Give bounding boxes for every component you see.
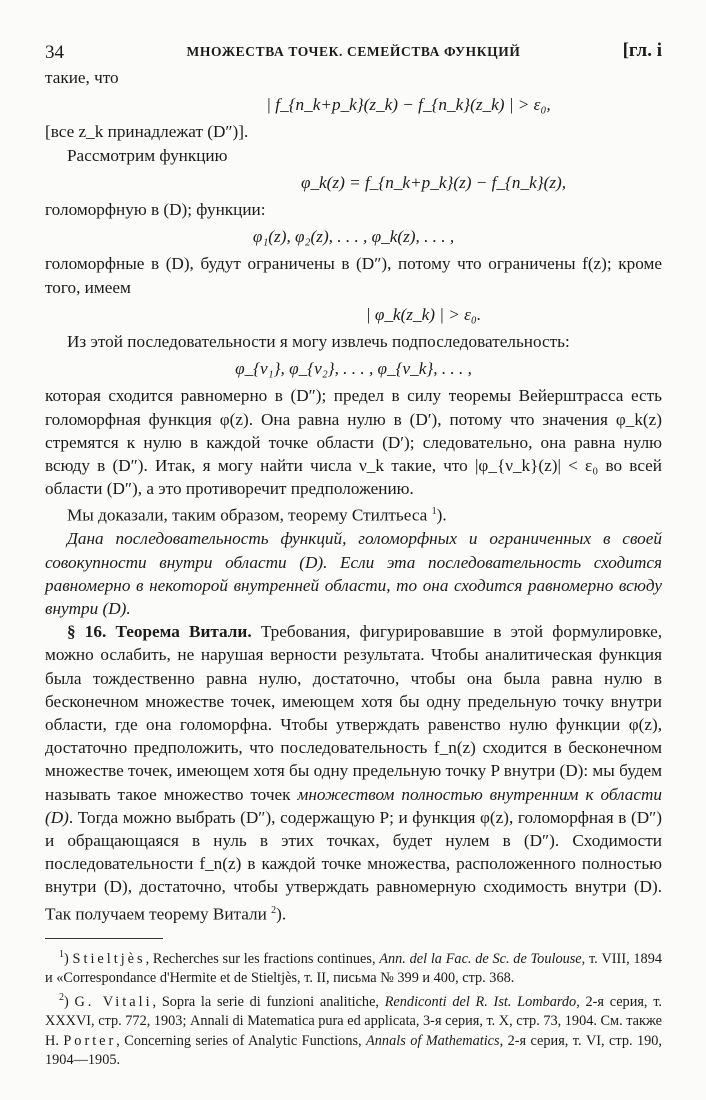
journal-title: Rendiconti del R. Ist. Lombardo — [384, 993, 577, 1010]
formula: | φ_k(z_k) | > ε₀. — [365, 304, 482, 324]
formula: φ_{ν₁}, φ_{ν₂}, . . . , φ_{ν_k}, . . . , — [235, 359, 472, 379]
text-span: , Concerning series of Analytic Functions, — [116, 1032, 367, 1049]
formula: φ₁(z), φ₂(z), . . . , φ_k(z), . . . , — [252, 227, 455, 247]
paragraph — [45, 500, 662, 527]
text-span: . Тогда можно выбрать (D″), содержащую P; и функция φ(z), голоморфная в (D″) и обращающаяся в нуль в этих точках, будет нулем в (D″). Сходимости последовательности f_n(z) в каждой точке множества, расположенного полностью внутри (D), достаточно, чтобы утверждать равномерную сходимость внутри (D). Так получаем теорему Витали — [45, 807, 662, 924]
footnote-ref: 1 — [431, 506, 437, 518]
footnote-1: $^1$) Stieltjès, Recherches sur les fractions continues, Ann. del la Fac. de Sc. de Toulouse, т. VIII, 1894 и «Correspondance d'Hermite et de Stieltjès, т. II, письма № 399 и 400, стр. 368. — [45, 948, 662, 986]
journal-title: Ann. del la Fac. de Sc. de Toulouse — [379, 950, 582, 967]
footnote-2: $^2$) G. Vitali, Sopra la serie di funzioni analitiche, Rendiconti del R. Ist. Lombardo, 2-я серия, т. XXXVI, стр. 772, 1903; Annali di Matematica pura ed applicata, 3-я серия, т. X, стр. 73, 1904. См. также H. Porter, Concerning series of Analytic Functions, Annals of Mathematics, 2-я серия, т. VI, стр. 190, 1904—1905. — [45, 992, 663, 1069]
section-heading: § 16. Теорема Витали. — [67, 622, 252, 642]
text-line: Из этой последовательности я могу извлечь подпоследовательность: — [67, 332, 570, 352]
text-line: Рассмотрим функцию — [67, 145, 228, 165]
book-page — [45, 36, 662, 1071]
theorem-statement: Дана последовательность функций, голоморфных и ограниченных в своей совокупности внутри области (D). Если эта последовательность сходится равномерно в некоторой внутренней области, то она сходится равномерно всюду внутри (D). — [45, 529, 662, 618]
text-span: , Recherches sur les fractions continues, — [145, 950, 380, 967]
text-span: , 2-я серия, т. XXXVI, стр. 772, 1903; Annali di Matematica pura ed applicata, 3-я серия, т. X, стр. 73, 1904. См. также H. — [45, 993, 663, 1049]
footnote-author: Stieltjès — [72, 950, 146, 967]
paragraph — [45, 620, 662, 925]
chapter-mark: [гл. i — [622, 40, 662, 61]
footnote-divider — [45, 938, 163, 939]
text-span: Мы доказали, таким образом, теорему Стилтьеса — [67, 506, 432, 526]
text-line: [все z_k принадлежат (D″)]. — [45, 122, 249, 142]
footnote-ref: 2 — [271, 904, 277, 916]
formula: | f_{n_k+p_k}(z_k) − f_{n_k}(z_k) | > ε₀, — [266, 95, 551, 115]
footnote-author: G. Vitali — [74, 993, 153, 1010]
footnote-author: Porter — [63, 1032, 117, 1049]
text-line: такие, что — [45, 68, 119, 87]
formula: φ_k(z) = f_{n_k+p_k}(z) − f_{n_k}(z), — [300, 172, 567, 192]
paragraph: голоморфные в (D), будут ограничены в (D″), потому что ограничены f(z); кроме того, имеем — [45, 254, 662, 297]
footnote-mark: 2 — [59, 992, 64, 1004]
text-span: , т. VIII, 1894 и «Correspondance d'Hermite et de Stieltjès, т. II, письма № 399 и 400, стр. 368. — [45, 950, 662, 986]
paragraph: которая сходится равномерно в (D″); предел в силу теоремы Вейерштрасса есть голоморфная функция φ(z). Она равна нулю в (D′), потому что значения φ_k(z) стремятся к нулю в каждой точке области (D′); следовательно, она равна нулю всюду в (D″). Итак, я могу найти числа ν_k такие, что |φ_{ν_k}(z)| < ε₀ во всей области (D″), а это противоречит предположению. — [45, 386, 662, 499]
page-header — [45, 36, 662, 66]
text-span: Требования, фигурировавшие в этой формулировке, можно ослабить, не нарушая верности результата. Чтобы аналитическая функция была тождественно равна нулю, достаточно, чтобы она была равна нулю в бесконечном множестве точек, имеющем хотя бы одну предельную точку внутри области, где она голоморфна. Чтобы утверждать равенство нулю функции φ(z), достаточно предположить, что последовательность f_n(z) сходится в бесконечном множестве точек, имеющем хотя бы одну предельную точку P внутри (D): мы будем называть такое множество точек — [45, 622, 662, 804]
journal-title: Annals of Mathematics — [366, 1032, 500, 1049]
main-text — [45, 66, 662, 926]
text-span: ). — [436, 506, 447, 526]
text-span: ). — [276, 904, 287, 924]
text-span: , 2-я серия, т. VI, стр. 190, 1904—1905. — [45, 1032, 662, 1069]
footnotes — [45, 945, 662, 1071]
footnote-mark: 1 — [59, 948, 64, 960]
running-title: МНОЖЕСТВА ТОЧЕК. СЕМЕЙСТВА ФУНКЦИЙ — [186, 44, 521, 59]
page-number: 34 — [45, 42, 64, 63]
text-span: , Sopra la serie di funzioni analitiche, — [152, 993, 385, 1010]
text-line: голоморфную в (D); функции: — [45, 200, 266, 220]
emphasis-term: множеством полностью внутренним к области (D) — [45, 784, 662, 827]
